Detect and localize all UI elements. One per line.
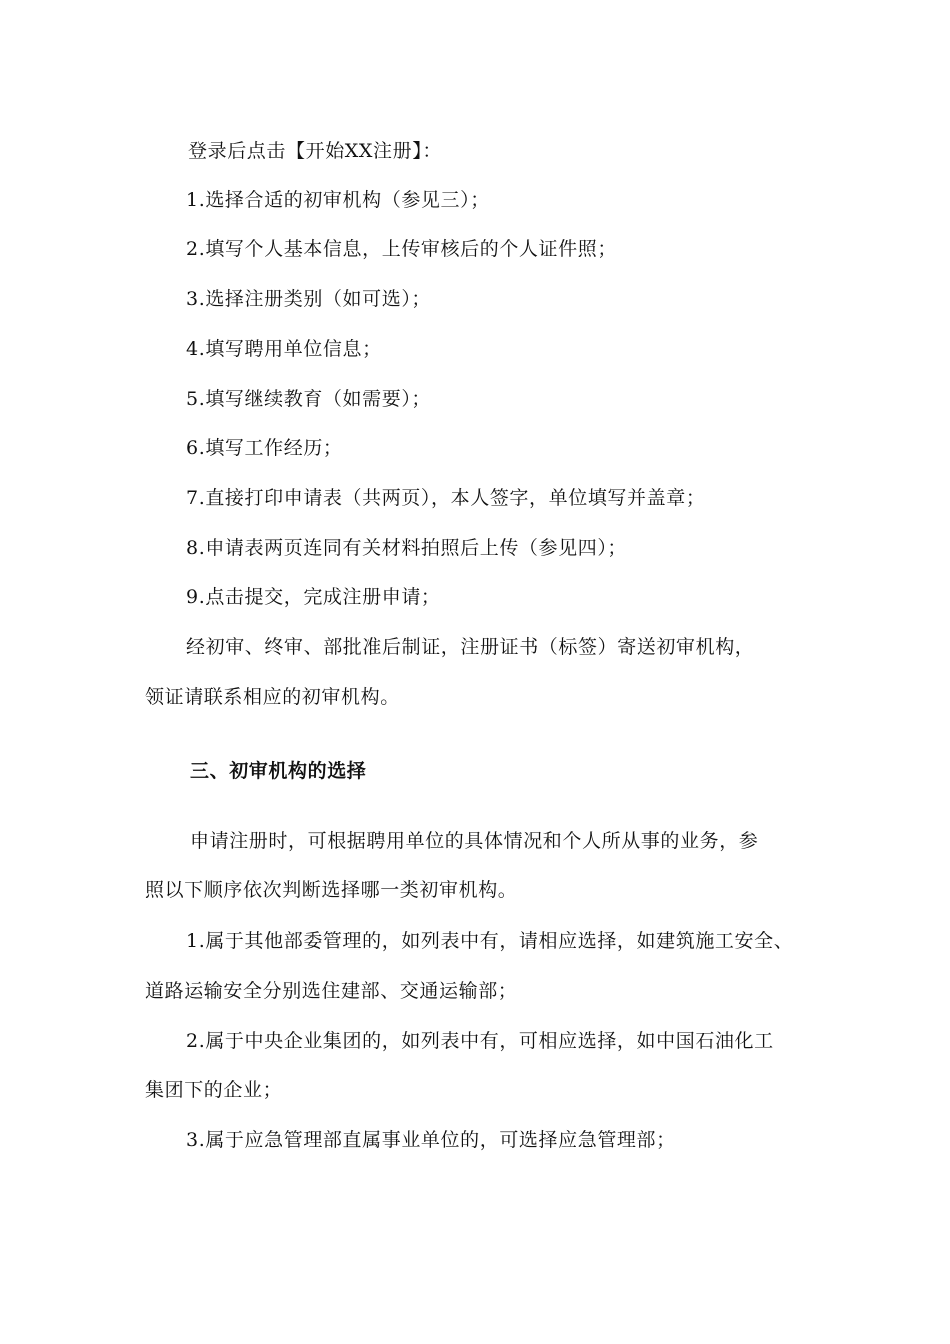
rule-item-1-line-2: 道路运输安全分别选住建部、交通运输部； [145,980,518,1002]
closing-paragraph-line-2: 领证请联系相应的初审机构。 [145,686,400,708]
section-heading: 三、初审机构的选择 [190,760,367,782]
step-item-8: 8.申请表两页连同有关材料拍照后上传（参见四）； [186,537,628,559]
rule-item-2-line-2: 集团下的企业； [145,1079,283,1101]
step-item-4: 4.填写聘用单位信息； [186,338,382,360]
intro-paragraph: 登录后点击【开始XX注册】： [188,140,442,162]
section-lead-line-1: 申请注册时，可根据聘用单位的具体情况和个人所从事的业务，参 [190,830,759,852]
step-item-3: 3.选择注册类别（如可选）； [186,288,432,310]
rule-item-3-line-1: 3.属于应急管理部直属事业单位的，可选择应急管理部； [186,1129,676,1151]
section-lead-line-2: 照以下顺序依次判断选择哪一类初审机构。 [145,879,518,901]
step-item-9: 9.点击提交，完成注册申请； [186,586,441,608]
closing-paragraph-line-1: 经初审、终审、部批准后制证，注册证书（标签）寄送初审机构， [186,636,755,658]
rule-item-1-line-1: 1.属于其他部委管理的，如列表中有，请相应选择，如建筑施工安全、 [186,930,794,952]
step-item-6: 6.填写工作经历； [186,437,343,459]
step-item-7: 7.直接打印申请表（共两页），本人签字，单位填写并盖章； [186,487,706,509]
rule-item-2-line-1: 2.属于中央企业集团的，如列表中有，可相应选择，如中国石油化工 [186,1030,774,1052]
step-item-1: 1.选择合适的初审机构（参见三）； [186,189,490,211]
step-item-5: 5.填写继续教育（如需要）； [186,388,432,410]
step-item-2: 2.填写个人基本信息，上传审核后的个人证件照； [186,238,617,260]
